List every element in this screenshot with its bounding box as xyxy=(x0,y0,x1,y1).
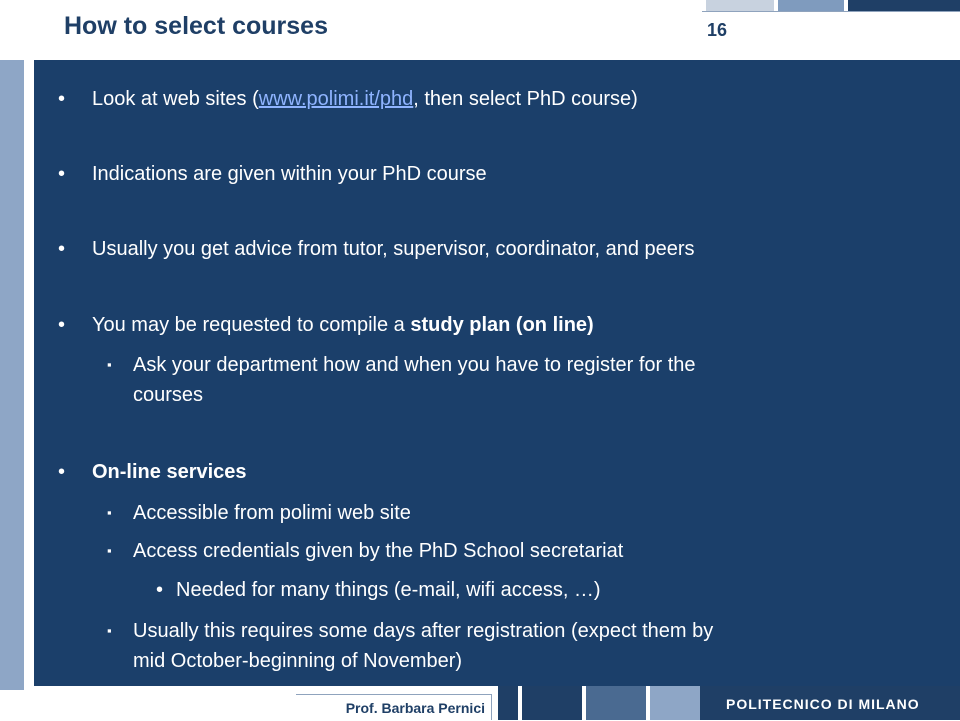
item-text-bold: study plan (on line) xyxy=(410,314,594,336)
item-text: Access credentials given by the PhD School secretariat xyxy=(133,540,624,562)
item-text: courses xyxy=(133,384,204,406)
square-bullet-icon: ▪ xyxy=(107,543,112,558)
decor-block-light xyxy=(706,0,774,11)
decor-block-mid xyxy=(778,0,844,11)
list-item-indications xyxy=(58,159,932,189)
item-text: Usually this requires some days after registration (expect them by xyxy=(133,620,714,642)
polimi-phd-link[interactable]: www.polimi.it/phd xyxy=(258,88,414,110)
list-item-study-plan xyxy=(58,310,932,340)
footer-block xyxy=(498,686,518,720)
sub-item-days xyxy=(107,616,933,676)
content-panel xyxy=(34,60,960,686)
sub-item-credentials xyxy=(107,536,933,566)
slide-title: How to select courses xyxy=(64,12,328,40)
square-bullet-icon: ▪ xyxy=(107,357,112,372)
footer-decor xyxy=(498,686,700,720)
decor-block-dark xyxy=(848,0,960,11)
page-number: 16 xyxy=(707,20,728,40)
sub-item-register xyxy=(107,350,933,410)
sub-item-accessible xyxy=(107,498,933,528)
item-text: Indications are given within your PhD course xyxy=(92,163,487,185)
top-divider xyxy=(702,11,960,12)
item-text: Ask your department how and when you have to register for the xyxy=(133,354,696,376)
bullet-icon: • xyxy=(156,579,164,601)
bullet-icon: • xyxy=(58,88,66,110)
footer-block xyxy=(650,686,700,720)
sub-sub-item-needed xyxy=(156,575,876,605)
list-item-websites xyxy=(58,84,932,114)
item-text: Look at web sites ( xyxy=(92,88,259,110)
item-text: You may be requested to compile a xyxy=(92,314,411,336)
item-text: , then select PhD course) xyxy=(413,88,638,110)
bullet-icon: • xyxy=(58,238,66,260)
side-accent-strip xyxy=(0,60,24,690)
list-item-online-services xyxy=(58,457,932,487)
square-bullet-icon: ▪ xyxy=(107,623,112,638)
politecnico-logo: POLITECNICO DI MILANO xyxy=(726,696,920,712)
footer-block xyxy=(586,686,646,720)
footer-author: Prof. Barbara Pernici xyxy=(296,694,492,720)
item-text-bold: On-line services xyxy=(92,461,247,483)
item-text: Usually you get advice from tutor, supervisor, coordinator, and peers xyxy=(92,238,695,260)
item-text: mid October-beginning of November) xyxy=(133,650,463,672)
item-text: Accessible from polimi web site xyxy=(133,502,411,524)
bullet-icon: • xyxy=(58,163,66,185)
bullet-icon: • xyxy=(58,461,66,483)
square-bullet-icon: ▪ xyxy=(107,505,112,520)
item-text: Needed for many things (e-mail, wifi access, …) xyxy=(176,579,601,601)
list-item-advice xyxy=(58,234,932,264)
footer-block xyxy=(522,686,582,720)
bullet-icon: • xyxy=(58,314,66,336)
